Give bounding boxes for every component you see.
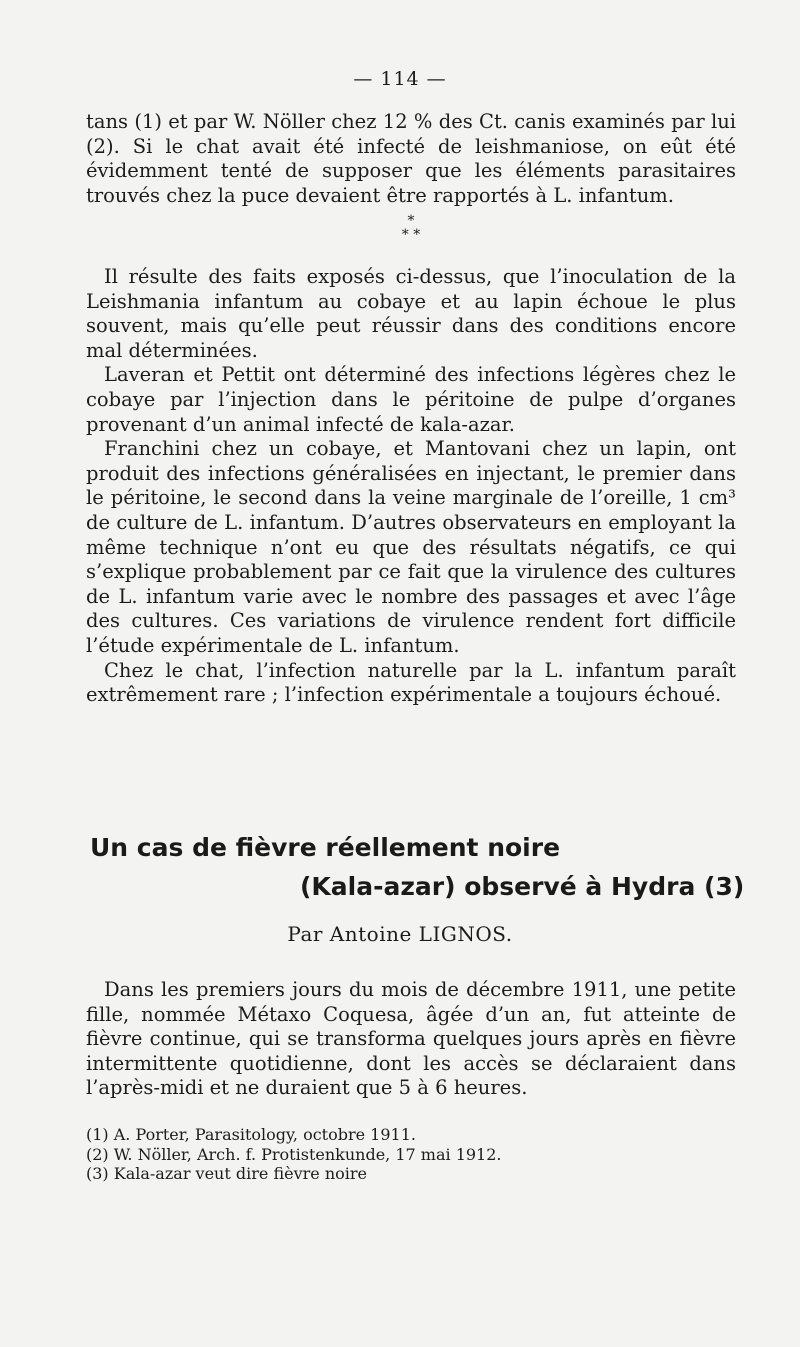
article-author: Par Antoine LIGNOS. [287, 922, 513, 946]
article-title-line-1: Un cas de fièvre réellement noire [90, 833, 561, 862]
text-block-conclusion [86, 265, 736, 708]
section-separator [86, 214, 736, 242]
paragraph: tans (1) et par W. Nöller chez 12 % des Ct. canis examinés par lui (2). Si le chat avait été infecté de leishmaniose, on eût été évidemment tenté de supposer que les éléments parasitaires trouvés chez la puce devaient être rapportés à L. infantum. [86, 110, 736, 207]
footnote: (3) Kala-azar veut dire fièvre noire [86, 1164, 367, 1183]
article-title-line-2: (Kala-azar) observé à Hydra (3) [300, 872, 745, 901]
text-block-article [86, 978, 736, 1101]
footnotes [86, 1125, 736, 1184]
paragraph: Franchini chez un cobaye, et Mantovani chez un lapin, ont produit des infections généralisées en injectant, le premier dans le péritoine, le second dans la veine marginale de l’oreille, 1 cm³ de culture de L. infantum. D’autres observateurs en employant la même technique n’ont eu que des résultats négatifs, ce qui s’explique probablement par ce fait que la virulence des cultures de L. infantum varie avec le nombre des passages et avec l’âge des cultures. Ces variations de virulence rendent fort difficile l’étude expérimentale de L. infantum. [86, 437, 736, 657]
separator-star-top: * [407, 213, 415, 230]
separator-star-bottom: * * [401, 227, 421, 244]
text-block-intro [86, 110, 736, 252]
paragraph: Dans les premiers jours du mois de décembre 1911, une petite fille, nommée Métaxo Coquesa, âgée d’un an, fut atteinte de fièvre continue, qui se transforma quelques jours après en fièvre intermittente quotidienne, dont les accès se déclaraient dans l’après-midi et ne duraient que 5 à 6 heures. [86, 978, 736, 1100]
paragraph: Il résulte des faits exposés ci-dessus, que l’inoculation de la Leishmania infantum au cobaye et au lapin échoue le plus souvent, mais qu’elle peut réussir dans des conditions encore mal déterminées. [86, 265, 736, 362]
footnote: (1) A. Porter, Parasitology, octobre 1911. [86, 1125, 416, 1144]
page-number: — 114 — [353, 68, 447, 90]
footnote: (2) W. Nöller, Arch. f. Protistenkunde, 17 mai 1912. [86, 1144, 502, 1164]
paragraph: Laveran et Pettit ont déterminé des infections légères chez le cobaye par l’injection dans le péritoine de pulpe d’organes provenant d’un animal infecté de kala-azar. [86, 363, 736, 436]
paragraph: Chez le chat, l’infection naturelle par la L. infantum paraît extrêmement rare ; l’infection expérimentale a toujours échoué. [86, 658, 736, 707]
